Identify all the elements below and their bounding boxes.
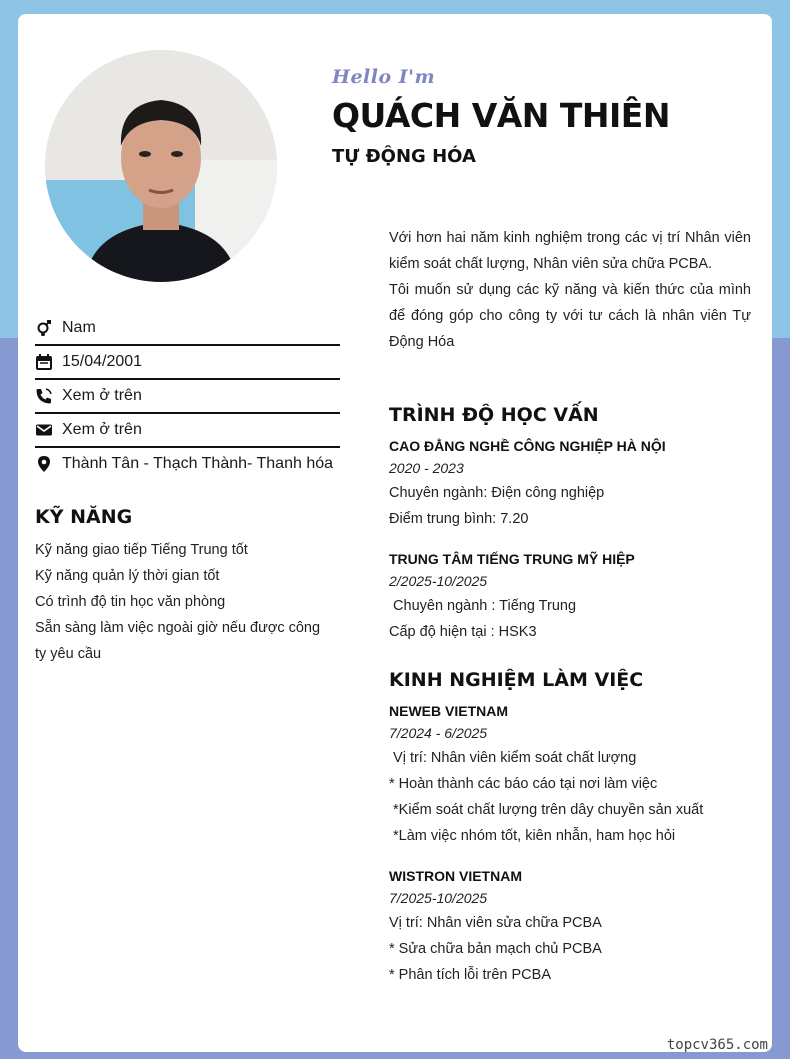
experience-date: 7/2024 - 6/2025	[389, 725, 488, 741]
education-line: Chuyên ngành : Tiếng Trung	[389, 598, 577, 614]
education-line: Cấp độ hiện tại : HSK3	[389, 624, 537, 640]
contact-list	[35, 312, 340, 480]
profile-photo-illustration	[45, 50, 277, 282]
contact-email	[35, 414, 340, 448]
experience-org: NEWEB VIETNAM	[389, 703, 508, 719]
skill-item: Kỹ năng quản lý thời gian tốt	[35, 568, 220, 584]
phone-icon	[35, 387, 53, 405]
skills-list	[35, 537, 335, 667]
experience-line: * Hoàn thành các báo cáo tại nơi làm việc	[389, 776, 658, 792]
skill-item: Kỹ năng giao tiếp Tiếng Trung tốt	[35, 542, 248, 558]
skill-item: Sẵn sàng làm việc ngoài giờ nếu được công ty yêu cầu	[35, 620, 321, 662]
contact-gender	[35, 312, 340, 346]
summary-paragraph: Tôi muốn sử dụng các kỹ năng và kiến thức của mình để đóng góp cho công ty với tư cách là nhân viên Tự Động Hóa	[389, 282, 751, 350]
gender-value: Nam	[62, 319, 96, 336]
career-summary	[389, 225, 751, 355]
watermark-text: topcv365.com	[666, 1037, 768, 1053]
education-heading: TRÌNH ĐỘ HỌC VẤN	[389, 404, 599, 426]
experience-line: Vị trí: Nhân viên sửa chữa PCBA	[389, 915, 602, 931]
education-entry	[389, 436, 754, 532]
calendar-icon	[35, 353, 53, 371]
education-entry	[389, 549, 754, 645]
email-value: Xem ở trên	[62, 421, 142, 438]
experience-line: * Phân tích lỗi trên PCBA	[389, 967, 551, 983]
experience-line: * Sửa chữa bản mạch chủ PCBA	[389, 941, 602, 957]
experience-line: *Kiểm soát chất lượng trên dây chuyền sản xuất	[389, 802, 704, 818]
contact-phone	[35, 380, 340, 414]
experience-line: Vị trí: Nhân viên kiểm soát chất lượng	[389, 750, 637, 766]
contact-address	[35, 448, 340, 480]
candidate-name: QUÁCH VĂN THIÊN	[332, 96, 670, 135]
email-icon	[35, 421, 53, 439]
experience-entry	[389, 866, 754, 988]
profile-photo	[45, 50, 277, 282]
cv-card	[18, 14, 772, 1052]
greeting-text: Hello I'm	[332, 66, 436, 88]
experience-heading: KINH NGHIỆM LÀM VIỆC	[389, 669, 644, 691]
experience-entry	[389, 701, 754, 849]
skill-item: Có trình độ tin học văn phòng	[35, 594, 226, 610]
gender-icon	[35, 319, 53, 337]
education-line: Chuyên ngành: Điện công nghiệp	[389, 485, 605, 501]
education-org: CAO ĐẲNG NGHỀ CÔNG NGHIỆP HÀ NỘI	[389, 438, 666, 454]
job-title: TỰ ĐỘNG HÓA	[332, 146, 476, 167]
location-pin-icon	[35, 455, 53, 473]
experience-line: *Làm việc nhóm tốt, kiên nhẫn, ham học hỏi	[389, 828, 676, 844]
experience-date: 7/2025-10/2025	[389, 890, 488, 906]
summary-paragraph: Với hơn hai năm kinh nghiệm trong các vị trí Nhân viên kiểm soát chất lượng, Nhân viên sửa chữa PCBA.	[389, 230, 751, 272]
education-line: Điểm trung bình: 7.20	[389, 511, 529, 527]
address-value: Thành Tân - Thạch Thành- Thanh hóa	[62, 455, 334, 472]
education-date: 2/2025-10/2025	[389, 573, 488, 589]
phone-value: Xem ở trên	[62, 387, 142, 404]
experience-org: WISTRON VIETNAM	[389, 868, 522, 884]
contact-birthday	[35, 346, 340, 380]
birthday-value: 15/04/2001	[62, 353, 143, 370]
education-date: 2020 - 2023	[389, 460, 464, 476]
skills-heading: KỸ NĂNG	[35, 506, 133, 528]
education-org: TRUNG TÂM TIẾNG TRUNG MỸ HIỆP	[389, 551, 635, 567]
